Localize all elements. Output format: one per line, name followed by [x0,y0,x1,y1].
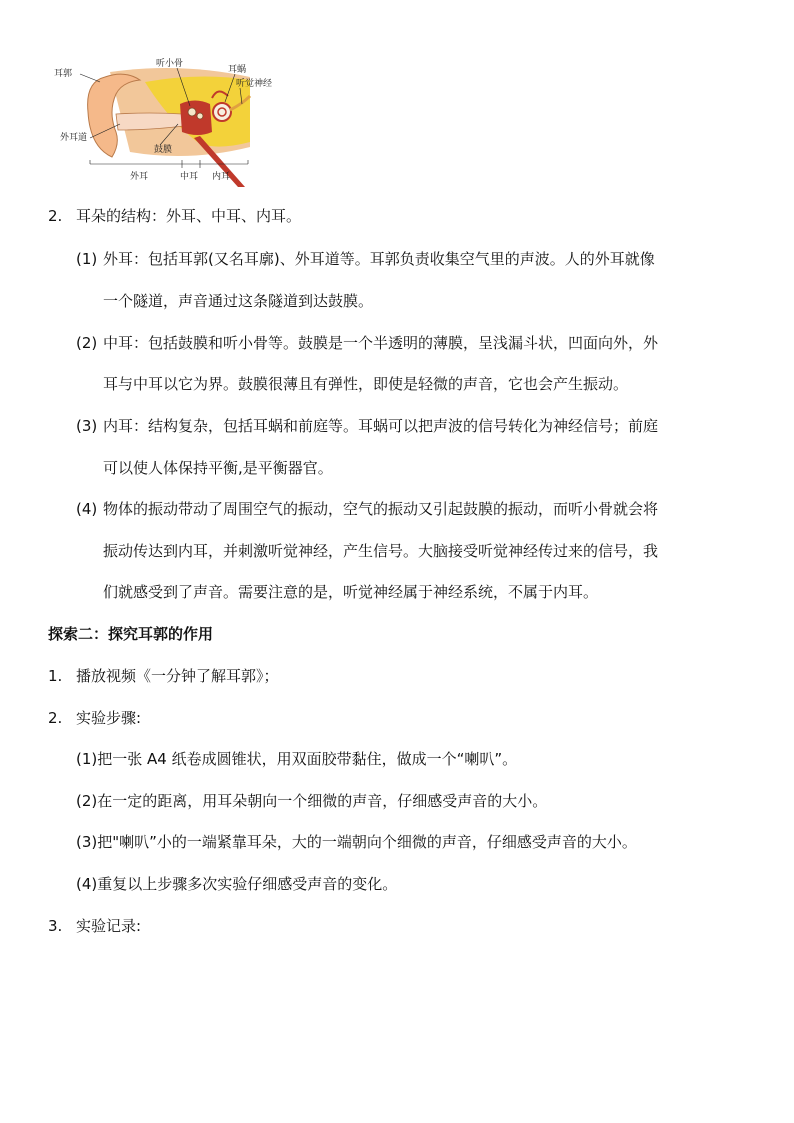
ear-canal-shape [116,113,184,130]
list-text: 实验步骤: [76,709,142,727]
ossicle-shape [188,108,196,116]
label-auditory-nerve: 听觉神经 [236,79,273,89]
paragraph-line: 一个隧道，声音通过这条隧道到达鼓膜。 [103,292,374,310]
label-middle-ear: 中耳 [180,172,199,182]
list-item-steps [48,708,142,728]
section-heading: 探索二：探究耳郭的作用 [48,625,214,643]
paragraph-number: (1) [76,250,98,268]
middle-ear-cavity [180,101,212,136]
list-number: 1. [48,667,63,685]
ear-diagram-svg [50,52,290,192]
list-item-record [48,916,142,936]
label-ear-canal: 外耳道 [60,133,88,143]
paragraph-outer-ear [76,249,655,269]
label-inner-ear: 内耳 [212,172,231,182]
list-number: 2. [48,709,63,727]
paragraph-line: 外耳：包括耳郭(又名耳廓)、外耳道等。耳郭负责收集空气里的声波。人的外耳就像 [103,250,655,268]
cochlea-shape [213,103,231,121]
experiment-step-2: (2)在一定的距离，用耳朵朝向一个细微的声音，仔细感受声音的大小。 [76,792,548,810]
paragraph-number: (3) [76,417,98,435]
label-auricle: 耳郭 [54,69,73,79]
list-number: 2. [48,207,63,225]
paragraph-number: (4) [76,500,98,518]
label-outer-ear: 外耳 [130,172,149,182]
paragraph-line: 可以使人体保持平衡,是平衡器官。 [103,459,333,477]
paragraph-hearing-process [76,499,659,519]
paragraph-line: 物体的振动带动了周围空气的振动，空气的振动又引起鼓膜的振动，而听小骨就会将 [103,500,659,518]
paragraph-line: 振动传达到内耳，并刺激听觉神经，产生信号。大脑接受听觉神经传过来的信号，我 [103,542,659,560]
label-eardrum: 鼓膜 [154,145,173,155]
list-number: 3. [48,917,63,935]
paragraph-line: 们就感受到了声音。需要注意的是，听觉神经属于神经系统，不属于内耳。 [103,583,599,601]
experiment-step-1: (1)把一张 A4 纸卷成圆锥状，用双面胶带黏住，做成一个“喇叭”。 [76,750,518,768]
list-item-video [48,666,279,686]
paragraph-middle-ear [76,333,659,353]
list-item-ear-structure [48,206,302,226]
list-text: 播放视频《一分钟了解耳郭》； [76,667,279,685]
label-ossicles: 听小骨 [156,59,184,69]
paragraph-inner-ear [76,416,659,436]
experiment-step-4: (4)重复以上步骤多次实验仔细感受声音的变化。 [76,875,398,893]
paragraph-line: 内耳：结构复杂，包括耳蜗和前庭等。耳蜗可以把声波的信号转化为神经信号；前庭 [103,417,659,435]
list-text: 耳朵的结构：外耳、中耳、内耳。 [76,207,302,225]
ear-structure-diagram [50,52,290,192]
paragraph-line: 中耳：包括鼓膜和听小骨等。鼓膜是一个半透明的薄膜，呈浅漏斗状，凹面向外，外 [103,334,659,352]
ossicle-shape-2 [197,113,203,119]
experiment-step-3: (3)把"喇叭”小的一端紧靠耳朵，大的一端朝向个细微的声音，仔细感受声音的大小。 [76,833,637,851]
list-text: 实验记录: [76,917,142,935]
label-cochlea: 耳蜗 [228,65,247,75]
paragraph-line: 耳与中耳以它为界。鼓膜很薄且有弹性，即使是轻微的声音，它也会产生振动。 [103,375,629,393]
paragraph-number: (2) [76,334,98,352]
